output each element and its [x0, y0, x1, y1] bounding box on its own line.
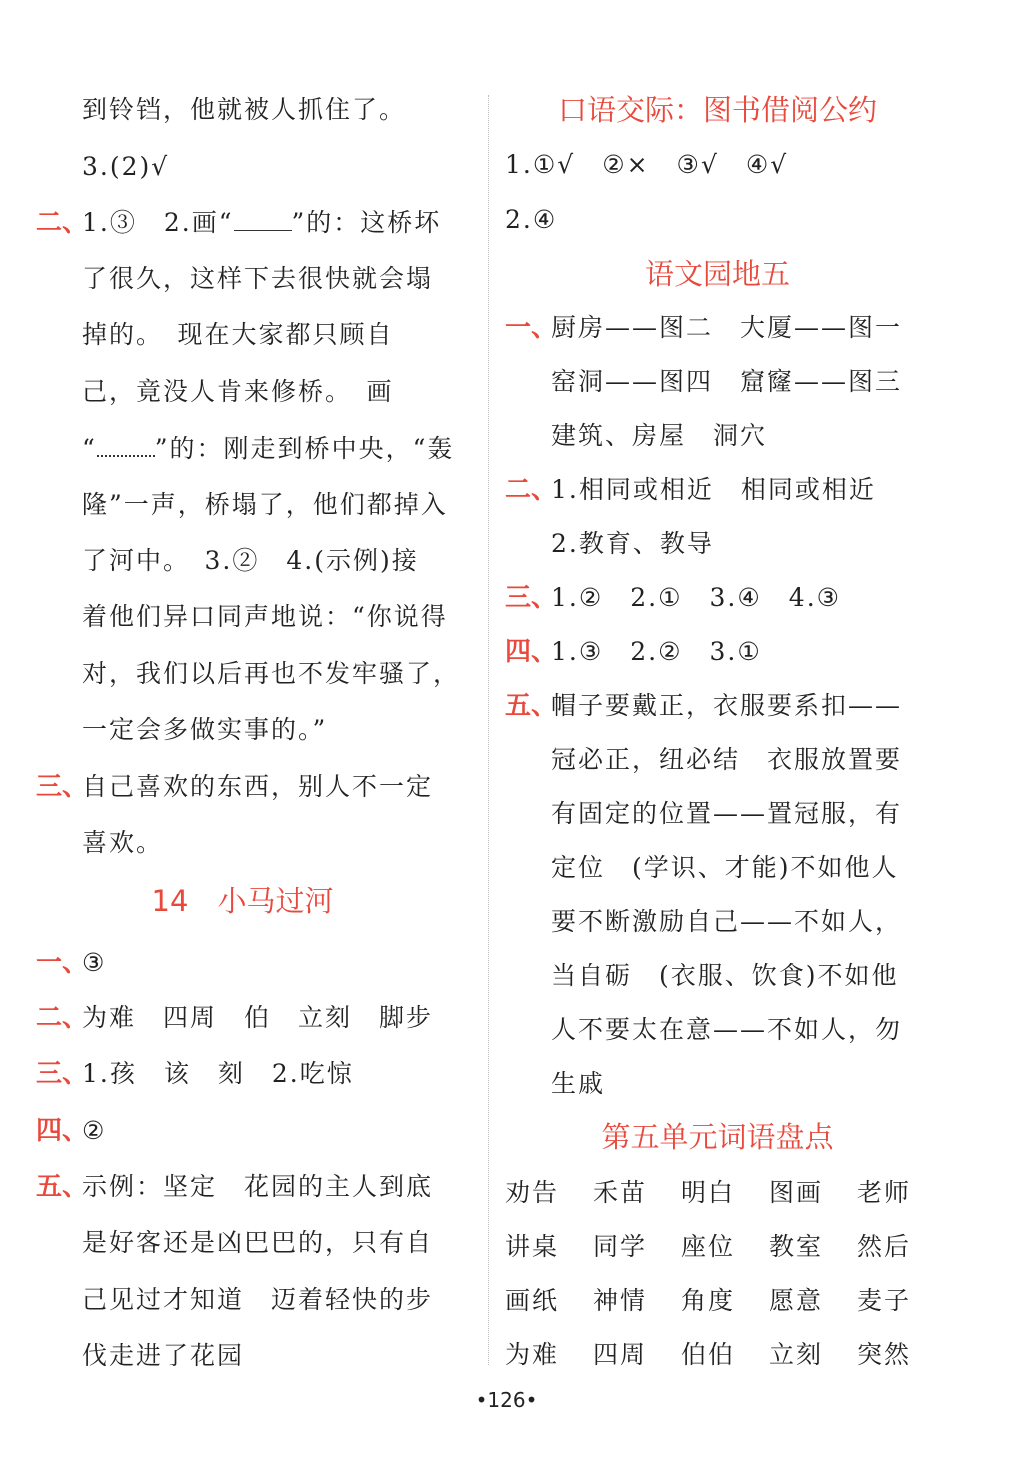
section-marker: 一、: [505, 313, 558, 343]
section-marker: 一、: [36, 948, 89, 978]
text-line: ③: [82, 948, 107, 977]
text-line: 了河中。 3.② 4.(示例)接: [82, 546, 419, 575]
text-line: 了很久，这样下去很快就会塌: [82, 264, 434, 293]
text-line: 喜欢。: [82, 828, 164, 857]
vocab-word: 四周: [593, 1340, 648, 1369]
section-marker: 二、: [36, 1003, 89, 1033]
vocab-word: 明白: [681, 1178, 736, 1207]
text-line: [82, 433, 454, 464]
text-fragment: “: [82, 434, 97, 463]
text-line: 1.孩 该 刻 2.吃惊: [82, 1059, 354, 1088]
text-line: 己，竟没人肯来修桥。 画: [82, 377, 394, 406]
vocab-word: 禾苗: [593, 1178, 648, 1207]
text-line: 2.④: [505, 205, 558, 234]
lesson-heading: 14 小马过河: [151, 884, 334, 918]
vocab-word: 图画: [769, 1178, 824, 1207]
text-line: 一定会多做实事的。”: [82, 715, 328, 744]
text-line: 生戚: [551, 1069, 606, 1098]
text-line: 着他们异口同声地说：“你说得: [82, 602, 448, 631]
vocab-word: 角度: [681, 1286, 736, 1315]
text-fragment: ”的：这桥坏: [291, 208, 442, 237]
wavy-blank: [97, 433, 155, 457]
text-line: 隆”一声，桥塌了，他们都掉入: [82, 490, 448, 519]
vocab-word: 讲桌: [505, 1232, 560, 1261]
section-marker: 三、: [505, 583, 558, 613]
text-line: 人不要太在意——不如人，勿: [551, 1015, 903, 1044]
section-marker: 四、: [505, 637, 558, 667]
text-fragment: ”的：刚走到桥中央，“轰: [154, 434, 455, 463]
section-marker: 二、: [36, 208, 89, 238]
text-line: 要不断激励自己——不如人，: [551, 907, 903, 936]
text-line: 自己喜欢的东西，别人不一定: [82, 772, 434, 801]
text-line: 当自砺 (衣服、饮食)不如他: [551, 961, 899, 990]
vocab-word: 同学: [593, 1232, 648, 1261]
text-line: [82, 208, 441, 238]
text-line: 2.教育、教导: [551, 529, 714, 558]
vocab-word: 然后: [857, 1232, 912, 1261]
text-line: 建筑、房屋 洞穴: [551, 421, 768, 450]
underline-blank: [234, 208, 292, 231]
section-marker: 四、: [36, 1116, 89, 1146]
text-line: 是好客还是凶巴巴的，只有自: [82, 1228, 434, 1257]
text-fragment: 1.③ 2.画“: [82, 208, 234, 237]
section-marker: 三、: [36, 1059, 89, 1089]
text-line: 冠必正，纽必结 衣服放置要: [551, 745, 903, 774]
vocab-word: 神情: [593, 1286, 648, 1315]
text-line: 掉的。 现在大家都只顾自: [82, 320, 394, 349]
text-line: 己见过才知道 迈着轻快的步: [82, 1285, 434, 1314]
vocab-word: 突然: [857, 1340, 912, 1369]
vocab-word: 愿意: [769, 1286, 824, 1315]
column-divider: [488, 95, 489, 1365]
text-line: 对，我们以后再也不发牢骚了，: [82, 659, 461, 688]
text-line: 示例：坚定 花园的主人到底: [82, 1172, 434, 1201]
vocab-word: 麦子: [857, 1286, 912, 1315]
section-heading-garden: 语文园地五: [644, 257, 790, 291]
text-line: 窑洞——图四 窟窿——图三: [551, 367, 903, 396]
section-heading-vocab: 第五单元词语盘点: [601, 1120, 834, 1154]
section-heading-oral: 口语交际：图书借阅公约: [557, 93, 877, 127]
text-line: 厨房——图二 大厦——图一: [551, 313, 903, 342]
text-line: 为难 四周 伯 立刻 脚步: [82, 1003, 434, 1032]
vocab-word: 伯伯: [681, 1340, 736, 1369]
text-line: ②: [82, 1116, 107, 1145]
vocab-word: 劝告: [505, 1178, 560, 1207]
text-line: 有固定的位置——置冠服，有: [551, 799, 903, 828]
text-line: 到铃铛，他就被人抓住了。: [82, 95, 407, 124]
section-marker: 五、: [505, 691, 558, 721]
vocab-word: 教室: [769, 1232, 824, 1261]
vocab-word: 为难: [505, 1340, 560, 1369]
page-number: •126•: [475, 1388, 538, 1412]
text-line: 帽子要戴正，衣服要系扣——: [551, 691, 903, 720]
section-marker: 二、: [505, 475, 558, 505]
text-line: 定位 (学识、才能)不如他人: [551, 853, 899, 882]
text-line: 1.③ 2.② 3.①: [551, 637, 762, 666]
vocab-word: 画纸: [505, 1286, 560, 1315]
section-marker: 三、: [36, 772, 89, 802]
text-line: 3.(2)√: [82, 152, 170, 181]
text-line: 伐走进了花园: [82, 1341, 245, 1370]
vocab-word: 座位: [681, 1232, 736, 1261]
text-line: 1.相同或相近 相同或相近: [551, 475, 876, 504]
section-marker: 五、: [36, 1172, 89, 1202]
vocab-word: 立刻: [769, 1340, 824, 1369]
vocab-word: 老师: [857, 1178, 912, 1207]
text-line: 1.② 2.① 3.④ 4.③: [551, 583, 842, 612]
text-line: 1.①√ ②× ③√ ④√: [505, 150, 789, 179]
